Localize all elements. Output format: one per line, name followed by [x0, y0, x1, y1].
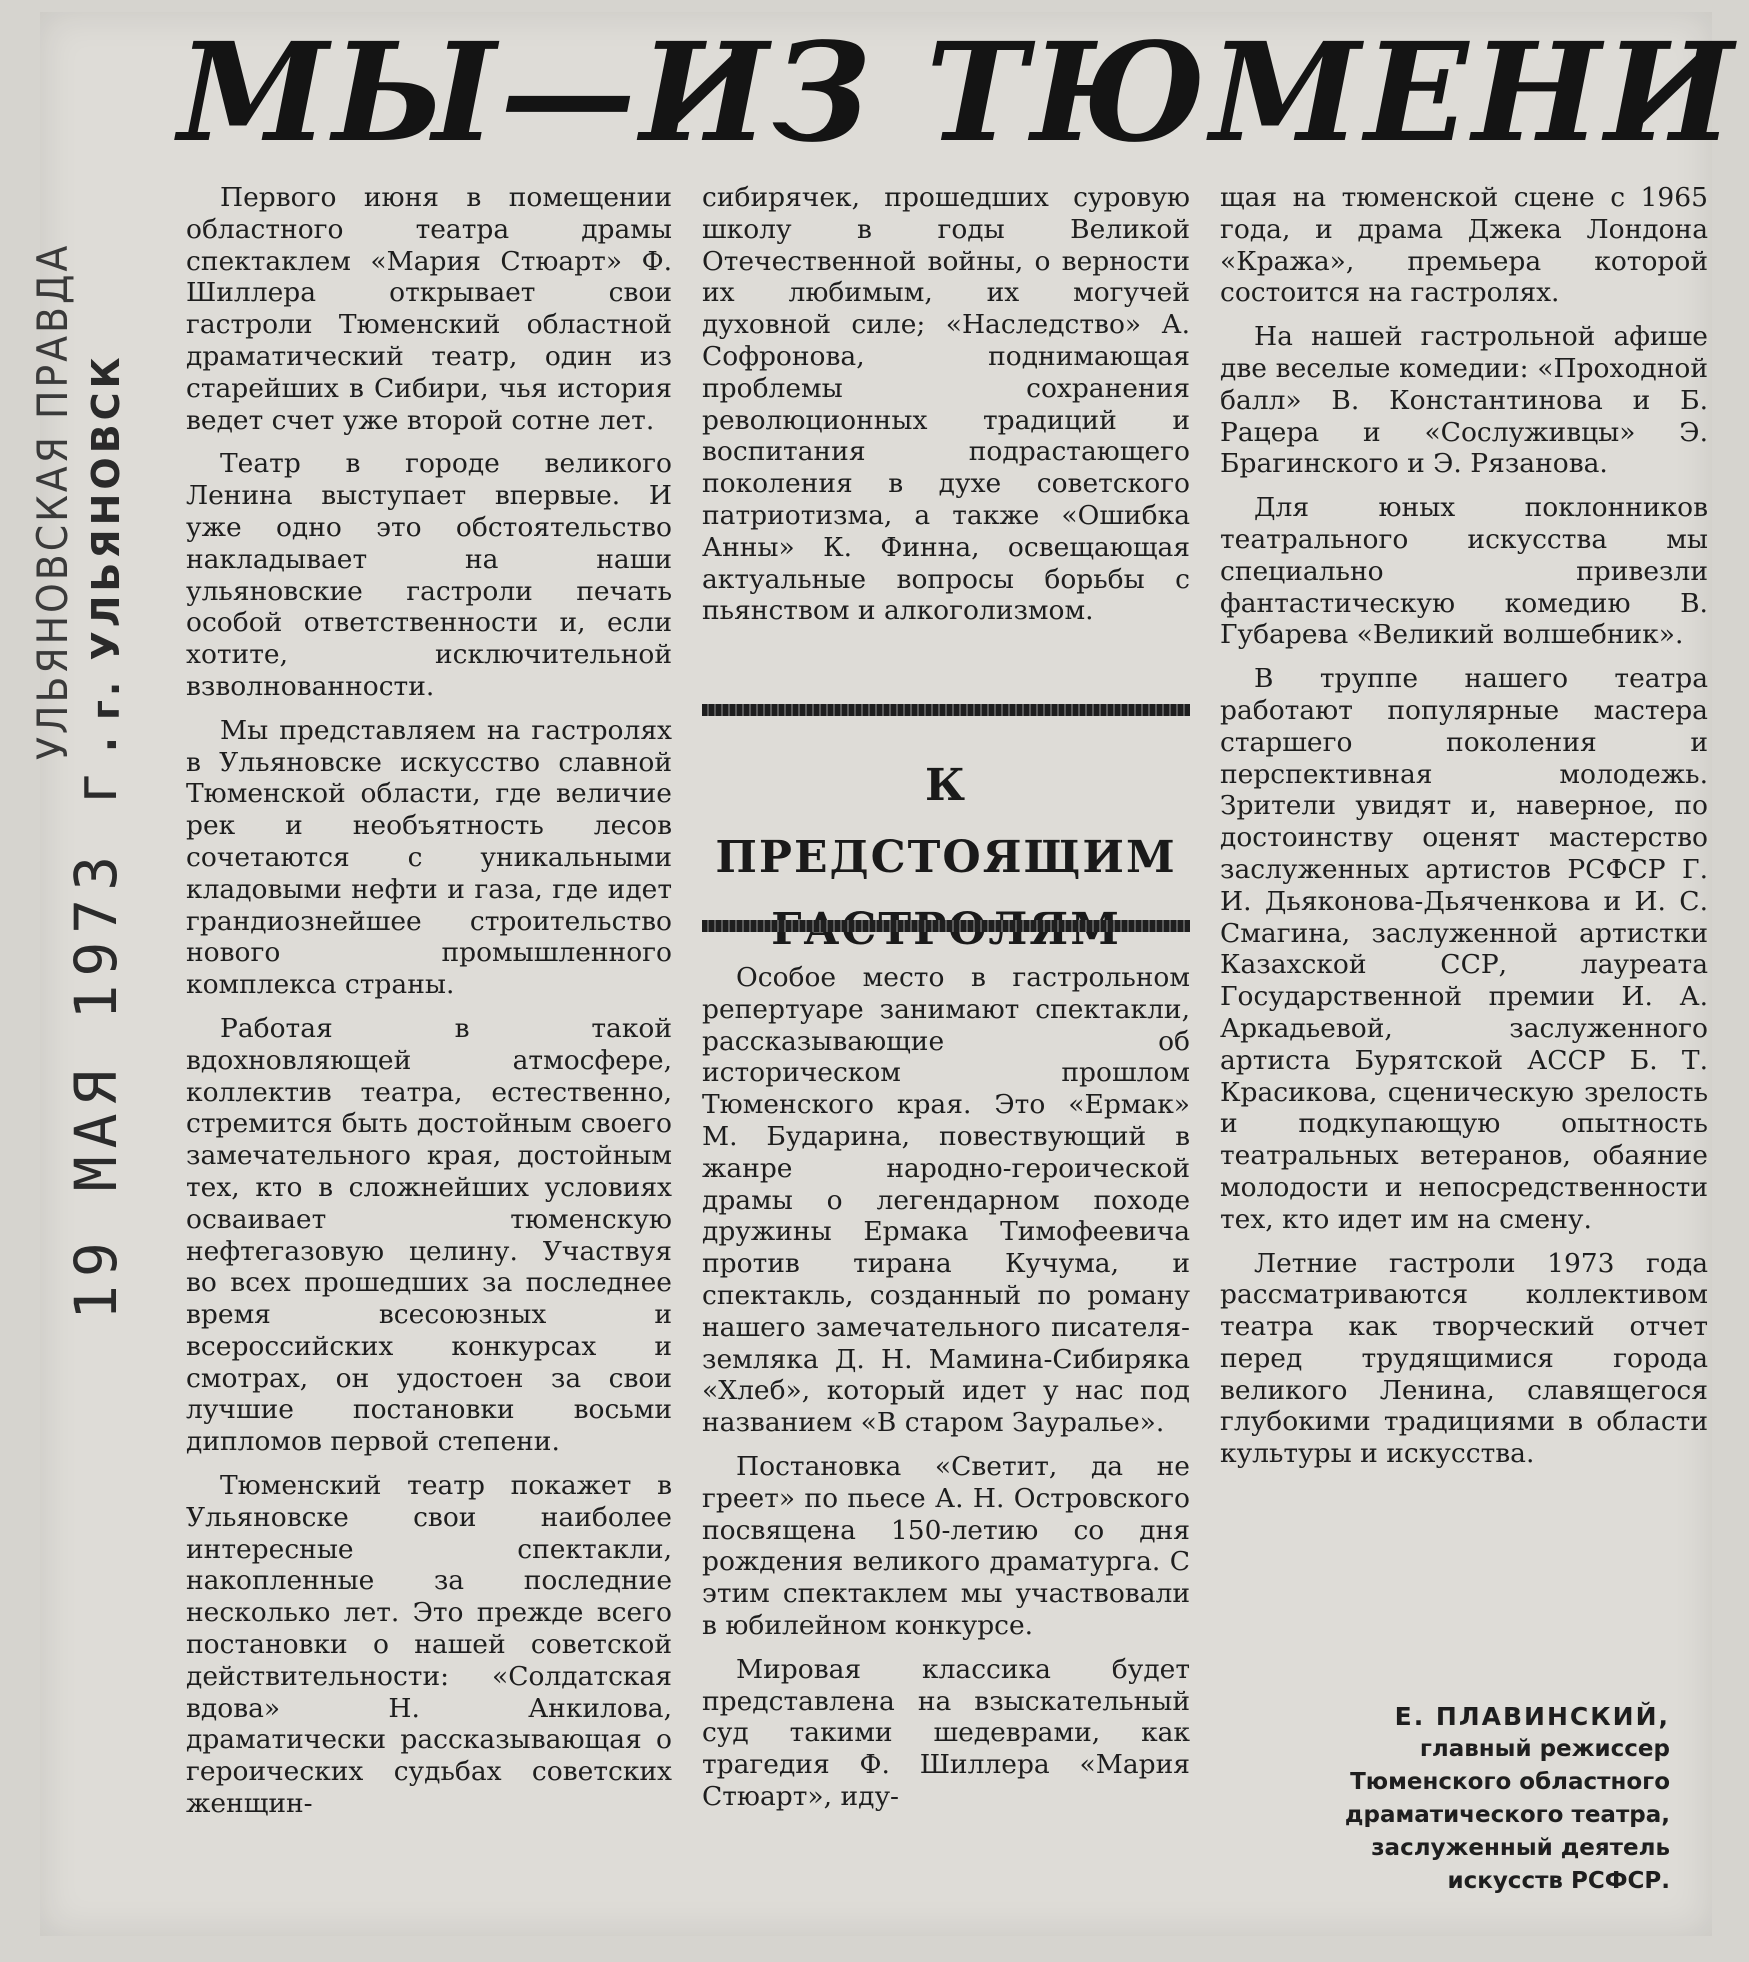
paragraph: Мы представляем на гастролях в Ульяновске искусство славной Тюменской области, где величие рек и необъятность лесов сочетаются с уникальными кладовыми нефти и газа, где идет грандиознейшее строительство нового промышленного комплекса страны.: [186, 714, 672, 1001]
divider-rule: [702, 704, 1190, 716]
paragraph: Мировая классика будет представлена на взыскательный суд такими шедеврами, как трагедия Ф. Шиллера «Мария Стюарт», иду-: [702, 1653, 1190, 1812]
author-signature: [1220, 1700, 1670, 1898]
paragraph: В труппе нашего театра работают популярные мастера старшего поколения и перспективная молодежь. Зрители увидят и, наверное, по достоинству оценят мастерство заслуженных артистов РСФСР Г. И. Дьяконова-Дьяченкова и И. С. Смагина, заслуженной артистки Казахской ССР, лауреата Государственной премии И. А. Аркадьевой, заслуженного артиста Бурятской АССР Б. Т. Красикова, сценическую зрелость и подкупающую опытность театральных ветеранов, обаяние молодости и непосредственности тех, кто идет им на смену.: [1220, 663, 1708, 1235]
subheading: К ПРЕДСТОЯЩИМ: [715, 760, 1177, 883]
article-column-2-bottom: [702, 962, 1190, 1825]
author-title-line: искусств РСФСР.: [1447, 1868, 1670, 1894]
archive-stamp-rotated: [22, 242, 152, 1340]
author-title-line: Тюменского областного: [1350, 1769, 1670, 1795]
article-column-3: [1220, 182, 1708, 1482]
paragraph: Постановка «Светит, да не греет» по пьесе А. Н. Островского посвящена 150-летию со дня рождения великого драматурга. С этим спектаклем мы участвовали в юбилейном конкурсе.: [702, 1450, 1190, 1641]
headline: МЫ—ИЗ ТЮМЕНИ: [178, 13, 1738, 173]
stamp-date: 19 МАЯ 1973 г.: [62, 719, 130, 1320]
archive-stamp: [22, 242, 152, 1340]
author-title-line: главный режиссер: [1419, 1736, 1670, 1762]
paragraph: На нашей гастрольной афише две веселые комедии: «Проходной балл» В. Константинова и Б. Рацера и «Сослуживцы» Э. Брагинского и Э. Рязанова.: [1220, 321, 1708, 480]
paragraph: Театр в городе великого Ленина выступает впервые. И уже одно это обстоятельство накладывает на наши ульяновские гастроли печать особой ответственности и, если хотите, исключительной взволнованности.: [186, 448, 672, 702]
article-column-2-top: [702, 182, 1190, 639]
paragraph: Тюменский театр покажет в Ульяновске свои наиболее интересные спектакли, накопленные за последние несколько лет. Это прежде всего постановки о нашей советской действительности: «Солдатская вдова» Н. Анкилова, драматически рассказывающая о героических судьбах советских женщин-: [186, 1470, 672, 1820]
paragraph: Работая в такой вдохновляющей атмосфере, коллектив театра, естественно, стремится быть достойным своего замечательного края, достойным тех, кто в сложнейших условиях осваивает тюменскую нефтегазовую целину. Участвуя во всех прошедших за последнее время всесоюзных и всероссийских конкурсах и смотрах, он удостоен за свои лучшие постановки восьми дипломов первой степени.: [186, 1012, 672, 1458]
divider-rule: [702, 920, 1190, 932]
article-column-1: [186, 182, 672, 1832]
paragraph: Для юных поклонников театрального искусства мы специально привезли фантастическую комедию В. Губарева «Великий волшебник».: [1220, 492, 1708, 651]
stamp-city: г. УЛЬЯНОВСК: [84, 353, 128, 720]
paragraph: Особое место в гастрольном репертуаре занимают спектакли, рассказывающие об историческом прошлом Тюменского края. Это «Ермак» М. Бударина, повествующий в жанре народно-героической драмы о легендарном походе дружины Ермака Тимофеевича против тирана Кучума, и спектакль, созданный по роману нашего замечательного писателя-земляка Д. Н. Мамина-Сибиряка «Хлеб», который идет у нас под названием «В старом Зауралье».: [702, 962, 1190, 1439]
paragraph: сибирячек, прошедших суровую школу в годы Великой Отечественной войны, о верности их любимым, их могучей духовной силе; «Наследство» А. Софронова, поднимающая проблемы сохранения революционных традиций и воспитания подрастающего поколения в духе советского патриотизма, а также «Ошибка Анны» К. Финна, освещающая актуальные вопросы борьбы с пьянством и алкоголизмом.: [702, 182, 1190, 627]
author-title-line: заслуженный деятель: [1371, 1835, 1670, 1861]
subheading-block: [702, 700, 1190, 940]
paragraph: щая на тюменской сцене с 1965 года, и драма Джека Лондона «Кража», премьера которой состоится на гастролях.: [1220, 182, 1708, 309]
paragraph: Первого июня в помещении областного театра драмы спектаклем «Мария Стюарт» Ф. Шиллера открывает свои гастроли Тюменский областной драматический театр, один из старейших в Сибири, чья история ведет счет уже второй сотне лет.: [186, 182, 672, 436]
stamp-newspaper-name: УЛЬЯНОВСКАЯ ПРАВДА: [28, 242, 77, 760]
author-name: Е. ПЛАВИНСКИЙ,: [1394, 1702, 1670, 1731]
paragraph: Летние гастроли 1973 года рассматриваются коллективом театра как творческий отчет перед трудящимися города великого Ленина, славящегося глубокими традициями в области культуры и искусства.: [1220, 1247, 1708, 1470]
author-title-line: драматического театра,: [1344, 1802, 1670, 1828]
